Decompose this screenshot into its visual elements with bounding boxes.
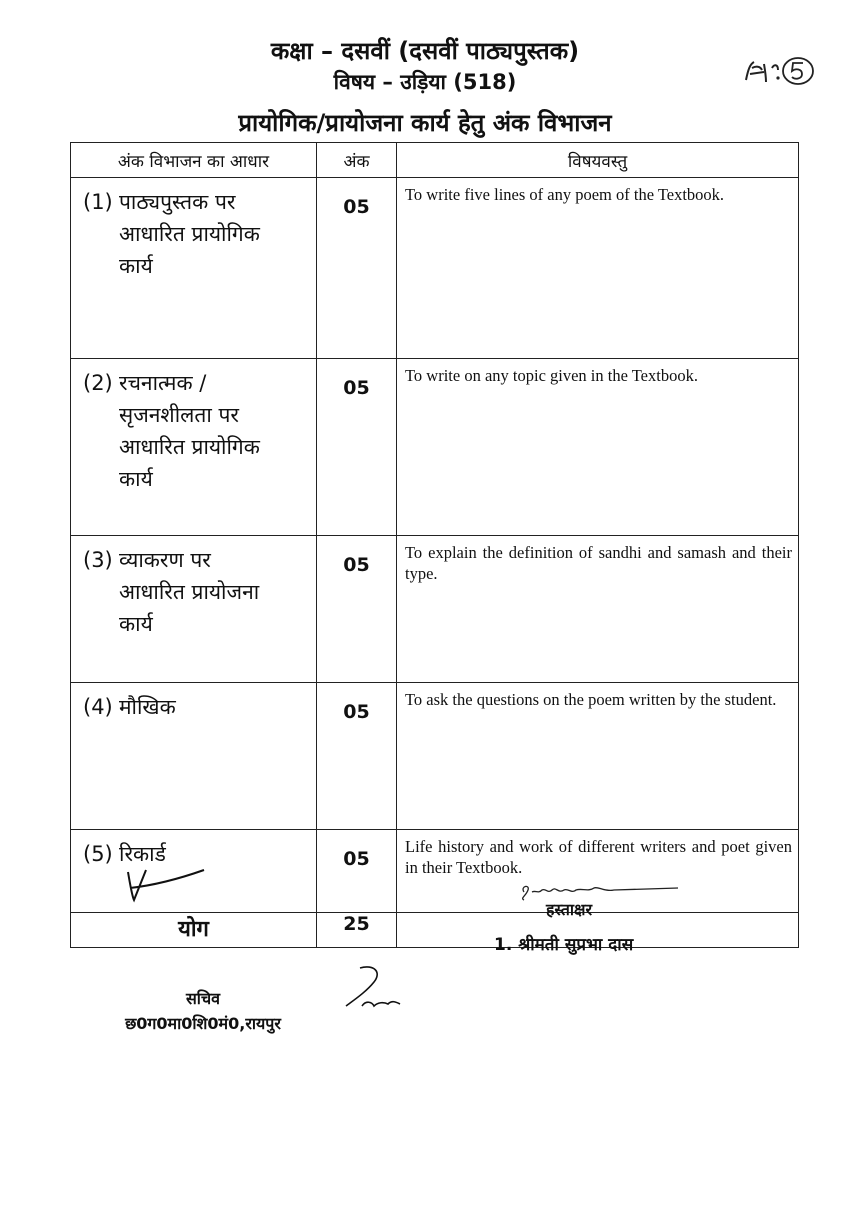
marks-distribution-table bbox=[70, 142, 799, 948]
basis-text: पाठ्यपुस्तक पर bbox=[119, 190, 236, 214]
row-number: (1) bbox=[83, 190, 113, 214]
signature-label: हस्ताक्षर bbox=[546, 900, 593, 919]
secretary-signature bbox=[338, 962, 404, 1018]
supervisor-signature bbox=[518, 882, 686, 904]
basis-text: आधारित प्रायोगिक bbox=[119, 222, 260, 246]
column-header-content: विषयवस्तु bbox=[397, 143, 799, 178]
basis-text: सृजनशीलता पर bbox=[119, 403, 239, 427]
basis-text: आधारित प्रायोगिक bbox=[119, 435, 260, 459]
total-label: योग bbox=[71, 913, 317, 948]
table-row bbox=[71, 683, 799, 830]
basis-cell bbox=[71, 359, 317, 536]
marks-cell: 05 bbox=[317, 359, 397, 536]
secretary-title: सचिव bbox=[185, 989, 221, 1008]
basis-text: आधारित प्रायोजना bbox=[119, 580, 260, 604]
content-cell: To write on any topic given in the Textbook. bbox=[397, 359, 799, 536]
basis-text: रचनात्मक / bbox=[119, 371, 207, 395]
total-row bbox=[71, 913, 799, 948]
marks-cell: 05 bbox=[317, 683, 397, 830]
secretary-organisation: छ0ग0मा0शि0मं0,रायपुर bbox=[125, 1014, 281, 1033]
table-row bbox=[71, 536, 799, 683]
marks-cell: 05 bbox=[317, 830, 397, 913]
content-cell: Life history and work of different writers and poet given in their Textbook. bbox=[397, 830, 799, 913]
secretary-block bbox=[118, 986, 288, 1036]
page-mark bbox=[742, 54, 816, 88]
signatory-name: 1. श्रीमती सुप्रभा दास bbox=[494, 935, 634, 955]
table-header-row bbox=[71, 143, 799, 178]
column-header-basis: अंक विभाजन का आधार bbox=[71, 143, 317, 178]
basis-text: कार्य bbox=[119, 612, 153, 636]
basis-text: कार्य bbox=[119, 254, 153, 278]
subject-heading: विषय – उड़िया (518) bbox=[333, 70, 517, 94]
table-row bbox=[71, 359, 799, 536]
basis-text: कार्य bbox=[119, 467, 153, 491]
left-signature bbox=[118, 858, 210, 908]
basis-cell bbox=[71, 178, 317, 359]
row-number: (4) bbox=[83, 695, 113, 719]
row-number: (3) bbox=[83, 548, 113, 572]
content-cell: To write five lines of any poem of the Textbook. bbox=[397, 178, 799, 359]
document-title: प्रायोगिक/प्रायोजना कार्य हेतु अंक विभाजन bbox=[238, 109, 612, 137]
content-cell: To ask the questions on the poem written by the student. bbox=[397, 683, 799, 830]
table-row bbox=[71, 178, 799, 359]
row-number: (5) bbox=[83, 842, 113, 866]
marks-cell: 05 bbox=[317, 536, 397, 683]
row-number: (2) bbox=[83, 371, 113, 395]
basis-cell bbox=[71, 683, 317, 830]
basis-text: रिकार्ड bbox=[119, 842, 166, 866]
column-header-marks: अंक bbox=[317, 143, 397, 178]
basis-text: व्याकरण पर bbox=[119, 548, 211, 572]
marks-cell: 05 bbox=[317, 178, 397, 359]
total-marks: 25 bbox=[317, 913, 397, 948]
content-cell: To explain the definition of sandhi and samash and their type. bbox=[397, 536, 799, 683]
basis-text: मौखिक bbox=[119, 695, 176, 719]
class-heading: कक्षा – दसवीं (दसवीं पाठ्यपुस्तक) bbox=[270, 37, 580, 65]
basis-cell bbox=[71, 536, 317, 683]
